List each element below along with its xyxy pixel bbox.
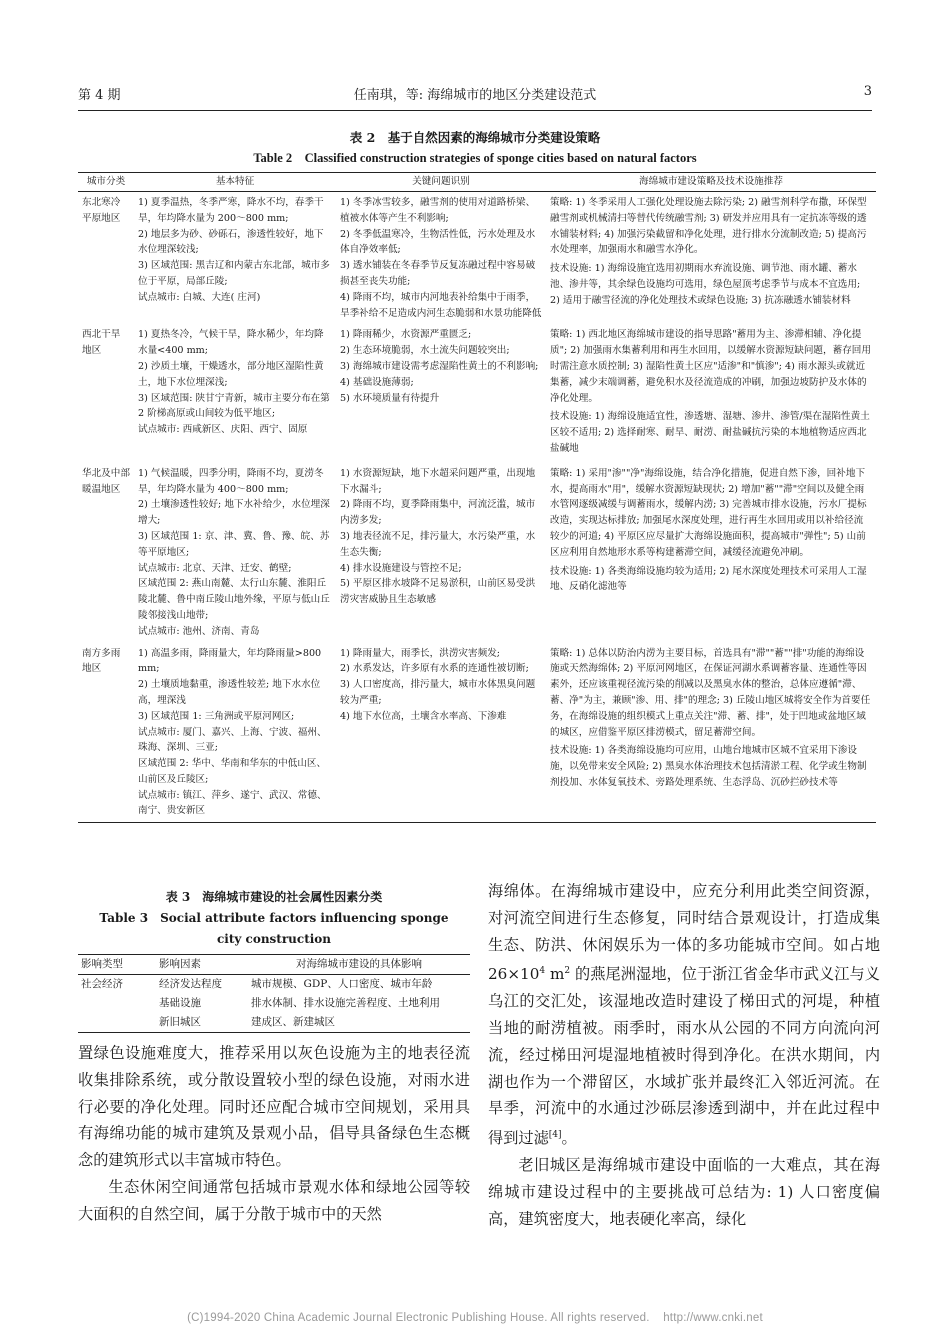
category-label: 地区 bbox=[82, 345, 102, 357]
running-title: 任南琪，等: 海绵城市的地区分类建设范式 bbox=[353, 88, 597, 103]
feature-item: 2) 土壤质地黏重，渗透性较差; 地下水水位高，埋深浅 bbox=[138, 679, 321, 706]
issue-item: 3) 人口密度高，排污量大，城市水体黑臭问题较为严重; bbox=[340, 679, 536, 706]
feature-item: 1) 高温多雨，降雨量大，年均降雨量>800 mm; bbox=[138, 647, 322, 675]
citation-ref[interactable]: [4] bbox=[548, 1130, 562, 1141]
issue-item: 2) 水系发达，许多原有水系的连通性被切断; bbox=[340, 663, 529, 675]
category-cell bbox=[78, 463, 134, 643]
category-cell bbox=[78, 192, 134, 325]
impact-detail-cell: 城市规模、GDP、人口密度、城市年龄 bbox=[251, 978, 433, 990]
superscript: 4 bbox=[539, 966, 546, 977]
table-row bbox=[78, 192, 876, 325]
category-cell bbox=[78, 324, 134, 462]
issues-cell bbox=[336, 643, 546, 823]
issue-item: 1) 降雨稀少，水资源严重匮乏; bbox=[340, 329, 472, 341]
features-cell bbox=[134, 324, 336, 462]
issue-item: 3) 海绵城市建设需考虑湿陷性黄土的不利影响; bbox=[340, 360, 539, 372]
issue-item: 4) 基础设施薄弱; bbox=[340, 376, 414, 388]
table3-header-cell: 影响因素 bbox=[156, 955, 248, 975]
strategy-cell bbox=[546, 643, 876, 823]
category-label: 地区 bbox=[82, 663, 102, 675]
feature-item: 试点城市: 北京、天津、迁安、鹤壁; bbox=[138, 562, 292, 574]
table3-caption bbox=[78, 887, 470, 950]
tech-facility-text: 技术设施: 1) 各类海绵设施均较为适用; 2) 尾水深度处理技术可采用人工湿地、反硝化滤池等 bbox=[550, 565, 867, 593]
issue-item: 3) 地表径流不足，排污量大，水污染严重，水生态失衡; bbox=[340, 530, 536, 558]
feature-item: 2) 土壤渗透性较好; 地下水补给少，水位埋深增大; bbox=[138, 499, 330, 527]
table3-caption-en: city construction bbox=[216, 932, 332, 946]
issue-item: 2) 降雨不均，夏季降雨集中，河流泛滥，城市内涝多发; bbox=[340, 499, 536, 527]
body-column-right bbox=[488, 878, 880, 1232]
issues-cell bbox=[336, 463, 546, 643]
feature-item: 3) 区域范围: 陕甘宁青新，城市主要分布在第 2 阶梯高原或山间较为低平地区; bbox=[138, 392, 330, 420]
issue-item: 1) 冬季冰雪较多，融雪剂的使用对道路桥梁、植被水体等产生不利影响; bbox=[340, 197, 536, 224]
strategy-cell bbox=[546, 463, 876, 643]
category-label: 平原地区 bbox=[82, 212, 121, 224]
issue-item: 1) 水资源短缺，地下水超采问题严重，出现地下水漏斗; bbox=[340, 467, 536, 495]
category-label: 暖温地区 bbox=[82, 483, 121, 495]
superscript: 2 bbox=[564, 966, 571, 977]
feature-item: 试点城市: 镇江、萍乡、遂宁、武汉、常德、南宁、贵安新区 bbox=[138, 789, 327, 817]
table-row bbox=[78, 463, 876, 643]
feature-item: 试点城市: 白城、大连( 庄河) bbox=[138, 291, 261, 303]
issue-item: 3) 透水铺装在冬春季节反复冻融过程中容易破损甚至丧失功能; bbox=[340, 260, 536, 287]
body-text: m bbox=[545, 965, 565, 984]
impact-type-cell bbox=[78, 1013, 156, 1033]
category-label: 南方多雨 bbox=[82, 647, 121, 659]
feature-item: 2) 地层多为砂、砂砾石，渗透性较好，地下水位埋深较浅; bbox=[138, 228, 324, 256]
body-paragraph: 置绿色设施难度大，推荐采用以灰色设施为主的地表径流收集排除系统，或分散设置较小型的绿色设施，对雨水进行必要的净化处理。同时还应配合城市空间规划，采用具有海绵功能的城市建筑及景观小品，倡导具备绿色生态概念的建筑形式以丰富城市特色。 bbox=[78, 1044, 470, 1170]
issue-item: 2) 冬季低温寒冷，生物活性低，污水处理及水体自净效率低; bbox=[340, 228, 536, 256]
table-row bbox=[78, 1013, 470, 1033]
features-cell bbox=[134, 463, 336, 643]
table3-header-cell: 影响类型 bbox=[78, 955, 156, 975]
impact-factor-cell: 基础设施 bbox=[159, 997, 201, 1009]
body-text: 海绵体。在海绵城市建设中，应充分利用此类空间资源，对河流空间进行生态修复，同时结合景观设计，打造成集生态、防洪、休闲娱乐为一体的多功能城市空间。如占地 26×10 bbox=[488, 882, 880, 984]
table-row bbox=[78, 324, 876, 462]
body-paragraph bbox=[488, 878, 880, 1152]
category-label: 东北寒冷 bbox=[82, 197, 121, 208]
body-column-left bbox=[78, 1040, 470, 1228]
features-cell bbox=[134, 643, 336, 823]
table-row bbox=[78, 643, 876, 823]
tech-facility-text: 技术设施: 1) 海绵设施宜选用初期雨水弃流设施、调节池、雨水罐、蓄水池、渗井等，其余绿色设施均可选用，绿色屋顶考虑季节与成本不宜选用; 2) 适用于融雪径流的净化处理技术或绿色设施; 3) 抗冻融透水铺装材料 bbox=[550, 263, 861, 306]
issue-item: 5) 水环境质量有待提升 bbox=[340, 392, 440, 404]
body-text: 的燕尾洲湿地，位于浙江省金华市武义江与义乌江的交汇处，该湿地改造时建设了梯田式的河堤，种植当地的耐涝植被。雨季时，雨水从公园的不同方向流向河流，经过梯田河堤湿地植被时得到净化。在洪水期间，内湖也作为一个滞留区，水域扩张并最终汇入邻近河流。在旱季，河流中的水通过沙砾层渗透到湖中，并在此过程中得到过滤 bbox=[488, 965, 880, 1148]
table3-header-cell: 对海绵城市建设的具体影响 bbox=[248, 955, 470, 975]
table-row bbox=[78, 994, 470, 1013]
table3-caption-cn: 表 3 海绵城市建设的社会属性因素分类 bbox=[165, 890, 383, 904]
body-paragraph: 生态休闲空间通常包括城市景观水体和绿地公园等较大面积的自然空间，属于分散于城市中的天然 bbox=[78, 1177, 470, 1223]
category-label: 华北及中部 bbox=[82, 467, 130, 479]
features-cell bbox=[134, 192, 336, 325]
issue-item: 5) 平原区排水坡降不足易淤积，山前区易受洪涝灾害威胁且生态敏感 bbox=[340, 578, 536, 606]
tech-facility-text: 技术设施: 1) 海绵设施适宜性，渗透塘、湿塘、渗井、渗管/渠在湿陷性黄土区较不适用; 2) 选择耐寒、耐旱、耐涝、耐盐碱抗污染的本地植物适应西北盐碱地 bbox=[550, 411, 870, 454]
table2-header-cell: 海绵城市建设策略及技术设施推荐 bbox=[546, 173, 876, 192]
feature-item: 试点城市: 池州、济南、青岛 bbox=[138, 625, 260, 637]
page-number: 3 bbox=[863, 84, 872, 99]
strategy-text: 策略: 1) 西北地区海绵城市建设的指导思路"蓄用为主、渗滞相辅、净化提质"; 2) 加强雨水集蓄利用和再生水回用，以缓解水资源短缺问题，蓄存回用时需注意水质控制; 3) 湿陷性黄土区应"适渗"和"慎渗"; 4) 雨水源头或就近集蓄，减少末端调蓄，避免积水及径流造成的冲刷，加强边坡防护及水体的净化处理。 bbox=[550, 329, 871, 404]
issue-item: 4) 排水设施建设与管控不足; bbox=[340, 562, 462, 574]
table2-header-cell: 基本特征 bbox=[134, 173, 336, 192]
issue-item: 2) 生态环境脆弱，水土流失问题较突出; bbox=[340, 345, 510, 357]
impact-type-cell bbox=[78, 994, 156, 1013]
table3 bbox=[78, 954, 470, 1033]
table-row bbox=[78, 975, 470, 995]
feature-item: 区域范围 2: 华中、华南和华东的中低山区、山前区及丘陵区; bbox=[138, 758, 327, 785]
table2-caption-cn: 表 2 基于自然因素的海绵城市分类建设策略 bbox=[349, 130, 601, 145]
strategy-cell bbox=[546, 324, 876, 462]
issues-cell bbox=[336, 324, 546, 462]
table2-caption bbox=[78, 128, 872, 168]
body-text: 。 bbox=[561, 1129, 577, 1148]
impact-type-cell: 社会经济 bbox=[81, 978, 123, 990]
issues-cell bbox=[336, 192, 546, 325]
strategy-text: 策略: 1) 采用"渗""净"海绵设施，结合净化措施，促进自然下渗，回补地下水，提高雨水"用"，缓解水资源短缺现状; 2) 增加"蓄""滞"空间以及健全雨水管网逐级减缓与调蓄雨水，缓解内涝; 3) 完善城市排水设施，污水厂提标改造，实现达标排放; 加强尾水深度处理，进行再生水回用或用以补给径流较少的河道; 4) 平原区应尽量扩大海绵设施面积，提高城市"弹性"; 5) 山前区应利用自然地形水系等构建蓄滞空间，减缓径流避免冲刷。 bbox=[550, 467, 867, 558]
feature-item: 1) 夏季温热，冬季严寒，降水不均，春季干旱，年均降水量为 200～800 mm; bbox=[138, 197, 324, 224]
feature-item: 1) 夏热冬冷，气候干旱，降水稀少，年均降水量<400 mm; bbox=[138, 329, 324, 357]
issue-item: 4) 降雨不均，城市内河地表补给集中于雨季，旱季补给不足造成内河生态脆弱和水景功能降低 bbox=[340, 291, 542, 319]
strategy-text: 策略: 1) 总体以防治内涝为主要目标，首选具有"滞""蓄""排"功能的海绵设施或天然海绵体; 2) 平原河网地区，在保证河湖水系调蓄容量、连通性等因素外，还应该重视径流污染的削减以及黑臭水体的整治，总体应遵循"滞、蓄、净"为主，兼顾"渗、用、排"的理念; 3) 丘陵山地区城将安全作为首要任务，在海绵设施的组织模式上重点关注"滞、蓄、排"，处于凹地或盆地区域的城区，应借鉴平原区排涝模式，留足蓄滞空间。 bbox=[550, 647, 871, 738]
category-label: 西北干旱 bbox=[82, 329, 121, 341]
table2-header-cell: 关键问题识别 bbox=[336, 173, 546, 192]
issue-item: 1) 降雨量大，雨季长，洪涝灾害频发; bbox=[340, 647, 501, 659]
header-rule bbox=[78, 110, 872, 111]
feature-item: 区域范围 2: 燕山南麓、太行山东麓、淮阳丘陵北麓、鲁中南丘陵山地外缘，平原与低山丘陵邻接浅山地带; bbox=[138, 578, 330, 621]
running-header bbox=[78, 84, 872, 104]
impact-factor-cell: 新旧城区 bbox=[156, 1013, 248, 1033]
table2-header-row bbox=[78, 173, 876, 192]
impact-detail-cell: 排水体制、排水设施完善程度、土地利用 bbox=[251, 997, 440, 1009]
strategy-text: 策略: 1) 冬季采用人工强化处理设施去除污染; 2) 融雪剂科学布撒，环保型融雪剂或机械清扫等替代传统融雪剂; 3) 研发并应用具有一定抗冻等级的透水铺装材料; 4) 加强污染截留和净化处理，进行排水分流制改造; 5) 提高污水处理率，加强雨水和融雪水净化。 bbox=[550, 197, 867, 256]
body-paragraph: 老旧城区是海绵城市建设中面临的一大难点，其在海绵城市建设过程中的主要挑战可总结为: 1) 人口密度偏高，建筑密度大，地表硬化率高，绿化 bbox=[488, 1156, 880, 1228]
tech-facility-text: 技术设施: 1) 各类海绵设施均可应用，山地台地城市区城不宜采用下渗设施，以免带来安全风险; 2) 黑臭水体治理技术包括清淤工程、化学或生物制剂投加、水体复氧技术、旁路处理系统、生态浮岛、沉砂拦砂技术等 bbox=[550, 745, 867, 788]
table3-caption-en: Table 3 Social attribute factors influencing sponge bbox=[99, 911, 449, 925]
impact-detail-cell: 建成区、新建城区 bbox=[248, 1013, 470, 1033]
issue-item: 4) 地下水位高，土壤含水率高、下渗难 bbox=[340, 710, 507, 722]
feature-item: 3) 区域范围 1: 京、津、冀、鲁、豫、皖、苏等平原地区; bbox=[138, 530, 330, 558]
table2-header-cell: 城市分类 bbox=[78, 173, 134, 192]
strategy-cell bbox=[546, 192, 876, 325]
copyright-footer: (C)1994-2020 China Academic Journal Electronic Publishing House. All rights reserved. http://www.cnki.net bbox=[187, 1312, 763, 1324]
feature-item: 试点城市: 西咸新区、庆阳、西宁、固原 bbox=[138, 424, 308, 436]
feature-item: 试点城市: 厦门、嘉兴、上海、宁波、福州、珠海、深圳、三亚; bbox=[138, 726, 327, 754]
table3-header-row bbox=[78, 955, 470, 975]
feature-item: 1) 气候温暖，四季分明，降雨不均，夏涝冬旱，年均降水量为 400～800 mm; bbox=[138, 467, 324, 495]
feature-item: 2) 沙质土壤，干燥透水，部分地区湿陷性黄土，地下水位埋深浅; bbox=[138, 360, 324, 388]
feature-item: 3) 区域范围: 黑吉辽和内蒙古东北部，城市多位于平原，局部丘陵; bbox=[138, 260, 330, 287]
table2 bbox=[78, 172, 876, 823]
issue-number: 第 4 期 bbox=[78, 88, 121, 103]
feature-item: 3) 区域范围 1: 三角洲或平原河网区; bbox=[138, 710, 295, 722]
category-cell bbox=[78, 643, 134, 823]
table2-caption-en: Table 2 Classified construction strategies of sponge cities based on natural factors bbox=[253, 151, 697, 165]
impact-factor-cell: 经济发达程度 bbox=[159, 978, 222, 990]
